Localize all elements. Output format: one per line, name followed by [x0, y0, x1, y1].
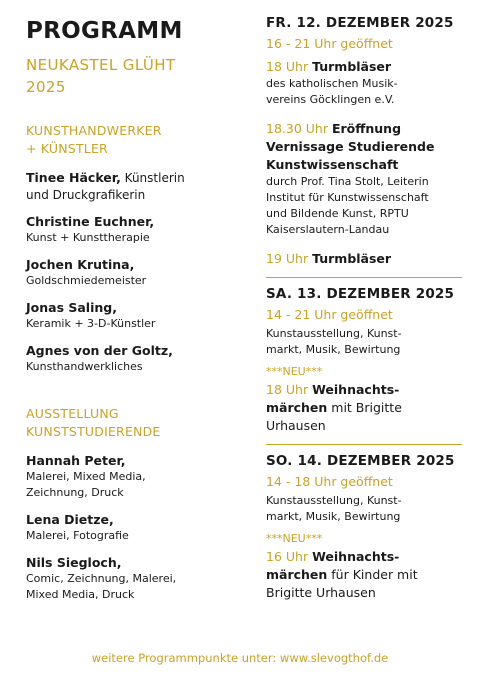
artist-item: Jochen Krutina, Goldschmiedemeister: [26, 257, 147, 287]
day-heading-friday: FR. 12. DEZEMBER 2025: [266, 15, 454, 31]
divider: [266, 444, 462, 445]
right-column: FR. 12. DEZEMBER 2025 16 - 21 Uhr geöffnet 18 Uhr Turmbläser des katholischen Musik- vereins Göcklingen e.V. 18.30 Uhr Eröffnung Vernissage Studierende Kunstwissenschaft durch Prof. Tina Stolt, Leiterin Institut für Kunstwissenschaft und Bildende Kunst, RPTU Kaiserslautern-Landau 19 Uhr Turmbläser SA. 13. DEZEMBER 2025 14 - 21 Uhr geöffnet Kunstausstellung, Kunst- markt, Musik, Bewirtung ***NEU*** 18 Uhr Weihnachts- märchen mit Brigitte Urhausen SO. 14. DEZEMBER 2025 14 - 18 Uhr geöffnet Kunstausstellung, Kunst- markt, Musik, Bewirtung ***NEU*** 16 Uhr Weihnachts- märchen für Kinder mit Brigitte Urhausen: [266, 14, 466, 602]
left-column: [26, 14, 236, 603]
divider: [266, 277, 462, 278]
artist-item: Jonas Saling, Keramik + 3-D-Künstler: [26, 300, 156, 330]
artist-item: Agnes von der Goltz, Kunsthandwerkliches: [26, 343, 173, 373]
student-item: Hannah Peter, Malerei, Mixed Media, Zeichnung, Druck: [26, 453, 146, 499]
new-badge: ***NEU***: [266, 532, 323, 545]
artist-item: Christine Euchner, Kunst + Kunsttherapie: [26, 214, 155, 244]
day-heading-sunday: SO. 14. DEZEMBER 2025: [266, 453, 455, 469]
student-item: Nils Siegloch, Comic, Zeichnung, Malerei, Mixed Media, Druck: [26, 555, 177, 601]
event-item: 16 Uhr Weihnachts- märchen für Kinder mit Brigitte Urhausen: [266, 549, 418, 600]
opening-hours: 14 - 18 Uhr geöffnet: [266, 474, 393, 489]
event-item: 19 Uhr Turmbläser: [266, 251, 392, 266]
student-item: Lena Dietze, Malerei, Fotografie: [26, 512, 129, 542]
opening-hours: 14 - 21 Uhr geöffnet: [266, 307, 393, 322]
event-item: 18 Uhr Turmbläser des katholischen Musik- vereins Göcklingen e.V.: [266, 59, 398, 106]
page-title: PROGRAMM: [26, 18, 183, 44]
new-badge: ***NEU***: [266, 365, 323, 378]
footer-link-text: weitere Programmpunkte unter: www.slevogthof.de: [91, 651, 389, 665]
event-item: 18.30 Uhr Eröffnung Vernissage Studierende Kunstwissenschaft durch Prof. Tina Stolt, Leiterin Institut für Kunstwissenschaft und Bildende Kunst, RPTU Kaiserslautern-Landau: [266, 121, 435, 236]
day-heading-saturday: SA. 13. DEZEMBER 2025: [266, 286, 455, 302]
artist-item: Tinee Häcker, Künstlerin und Druckgrafikerin: [26, 170, 185, 202]
students-heading: AUSSTELLUNG KUNSTSTUDIERENDE: [26, 406, 161, 439]
subtitle: NEUKASTEL GLÜHT 2025: [26, 56, 176, 96]
opening-hours: 16 - 21 Uhr geöffnet: [266, 36, 393, 51]
event-item: 18 Uhr Weihnachts- märchen mit Brigitte Urhausen: [266, 382, 402, 433]
artists-heading: KUNSTHANDWERKER + KÜNSTLER: [26, 123, 162, 156]
